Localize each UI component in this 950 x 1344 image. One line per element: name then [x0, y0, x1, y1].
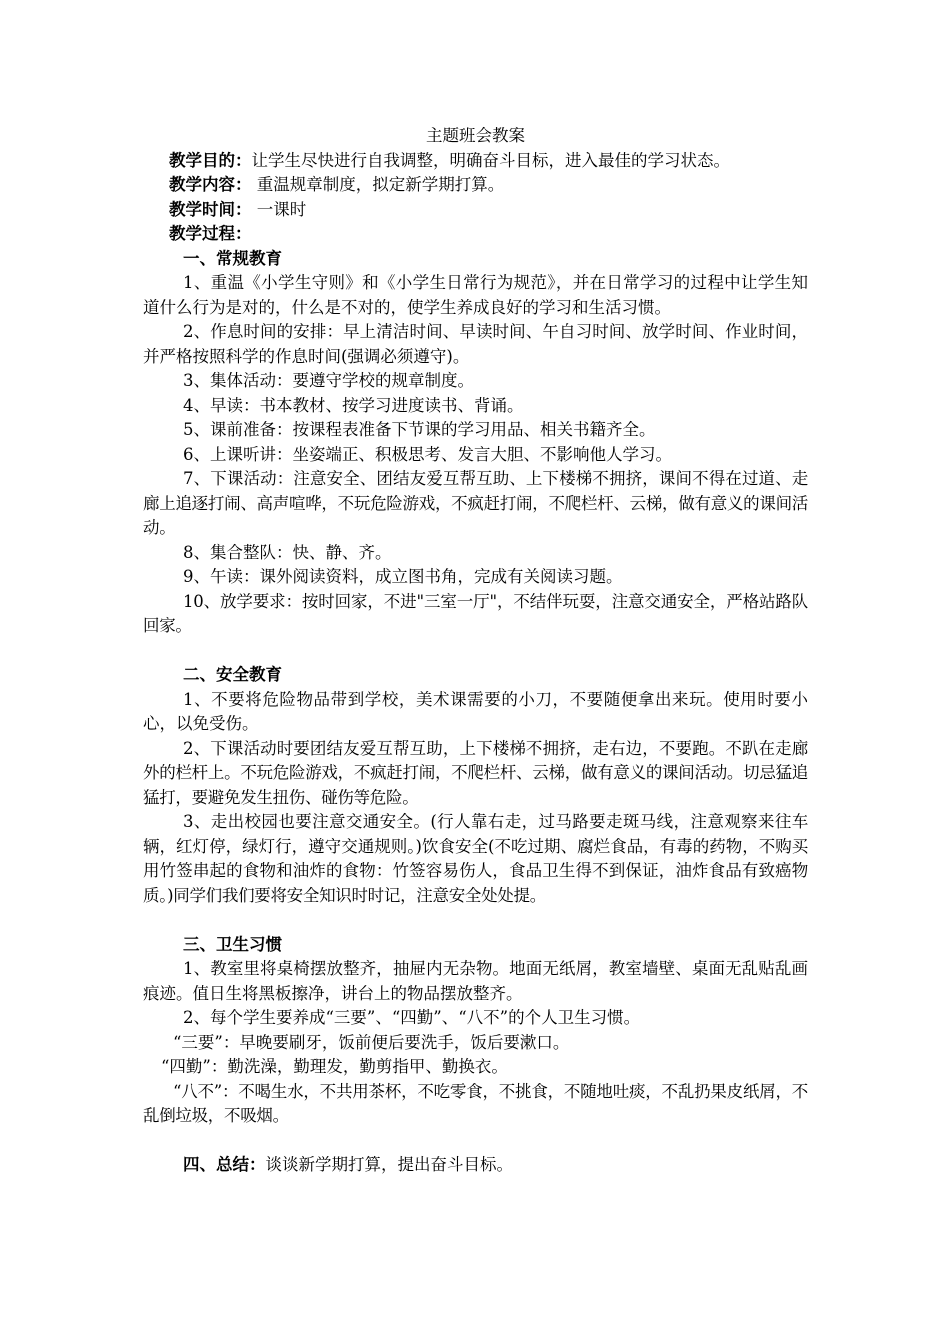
meta-label: 教学目的 [169, 150, 235, 170]
section-item: 3、走出校园也要注意交通安全。(行人靠右走，过马路要走斑马线，注意观察来往车辆，红灯停，绿灯行，遵守交通规则。)饮食安全(不吃过期、腐烂食品，有毒的药物，不购买用竹签串起的食物和油炸的食物：竹签容易伤人，食品卫生得不到保证，油炸食品有致癌物质。)同学们我们要将安全知识时时记，注意安全处处提。 [143, 812, 808, 905]
section-item: 9、午读：课外阅读资料，成立图书角，完成有关阅读习题。 [183, 567, 623, 586]
section-summary: 四、总结：谈谈新学期打算，提出奋斗目标。 [183, 1155, 513, 1174]
section-item: 1、重温《小学生守则》和《小学生日常行为规范》，并在日常学习的过程中让学生知道什么行为是对的，什么是不对的，使学生养成良好的学习和生活习惯。 [143, 273, 808, 317]
spacer [143, 639, 808, 664]
section-item: 1、教室里将桌椅摆放整齐，抽屉内无杂物。地面无纸屑，教室墙壁、桌面无乱贴乱画痕迹。值日生将黑板擦净，讲台上的物品摆放整齐。 [143, 959, 808, 1003]
section-item: 7、下课活动：注意安全、团结友爱互帮互助、上下楼梯不拥挤，课间不得在过道、走廊上追逐打闹、高声喧哗，不玩危险游戏，不疯赶打闹，不爬栏杆、云梯，做有意义的课间活动。 [143, 469, 808, 537]
meta-label: 教学过程 [169, 224, 235, 243]
hygiene-sub-item: “三要”：早晚要刷牙，饭前便后要洗手，饭后要漱口。 [173, 1032, 570, 1052]
spacer [143, 908, 808, 933]
section-item: 5、课前准备：按课程表准备下节课的学习用品、相关书籍齐全。 [183, 420, 656, 439]
meta-label: 教学内容 [169, 175, 235, 194]
section-heading-summary: 四、总结 [183, 1155, 249, 1174]
meta-content: 教学内容： 重温规章制度，拟定新学期打算。 [169, 175, 505, 194]
section-heading-safety: 二、安全教育 [183, 665, 282, 684]
section-item: 2、每个学生要养成“三要”、“四勤”、“八不”的个人卫生习惯。 [183, 1008, 641, 1027]
document-title: 主题班会教案 [426, 126, 525, 145]
meta-value: 一课时 [251, 199, 307, 219]
section-item: 3、集体活动：要遵守学校的规章制度。 [183, 371, 474, 390]
section-item: 10、放学要求：按时回家，不进"三室一厅"，不结伴玩耍，注意交通安全，严格站路队回家。 [143, 591, 808, 635]
meta-value: 重温规章制度，拟定新学期打算。 [251, 175, 505, 194]
lesson-plan [143, 124, 808, 1178]
section-heading-routine: 一、常规教育 [183, 248, 282, 268]
meta-label: 教学时间 [169, 199, 235, 219]
spacer [143, 1129, 808, 1154]
section-item: 8、集合整队：快、静、齐。 [183, 542, 392, 562]
section-item: 1、不要将危险物品带到学校，美术课需要的小刀，不要随便拿出来玩。使用时要小心，以免受伤。 [143, 689, 808, 733]
meta-purpose: 教学目的：让学生尽快进行自我调整，明确奋斗目标，进入最佳的学习状态。 [169, 150, 730, 170]
hygiene-sub-item: “四勤”：勤洗澡，勤理发，勤剪指甲、勤换衣。 [161, 1057, 508, 1076]
section-item: 4、早读：书本教材、按学习进度读书、背诵。 [183, 395, 524, 415]
summary-text: 谈谈新学期打算，提出奋斗目标。 [265, 1155, 513, 1174]
section-heading-hygiene: 三、卫生习惯 [183, 934, 282, 954]
meta-process: 教学过程： [169, 224, 252, 243]
meta-value: 让学生尽快进行自我调整，明确奋斗目标，进入最佳的学习状态。 [251, 150, 730, 170]
section-item: 6、上课听讲：坐姿端正、积极思考、发言大胆、不影响他人学习。 [183, 444, 672, 464]
hygiene-sub-item: “八不”：不喝生水，不共用茶杯，不吃零食，不挑食，不随地吐痰，不乱扔果皮纸屑，不乱倒垃圾，不吸烟。 [143, 1081, 808, 1125]
meta-time: 教学时间： 一课时 [169, 199, 307, 219]
section-item: 2、作息时间的安排：早上清洁时间、早读时间、午自习时间、放学时间、作业时间，并严格按照科学的作息时间(强调必须遵守)。 [143, 322, 808, 366]
section-item: 2、下课活动时要团结友爱互帮互助，上下楼梯不拥挤，走右边，不要跑。不趴在走廊外的栏杆上。不玩危险游戏，不疯赶打闹，不爬栏杆、云梯，做有意义的课间活动。切忌猛追猛打，要避免发生扭伤、碰伤等危险。 [143, 738, 808, 807]
